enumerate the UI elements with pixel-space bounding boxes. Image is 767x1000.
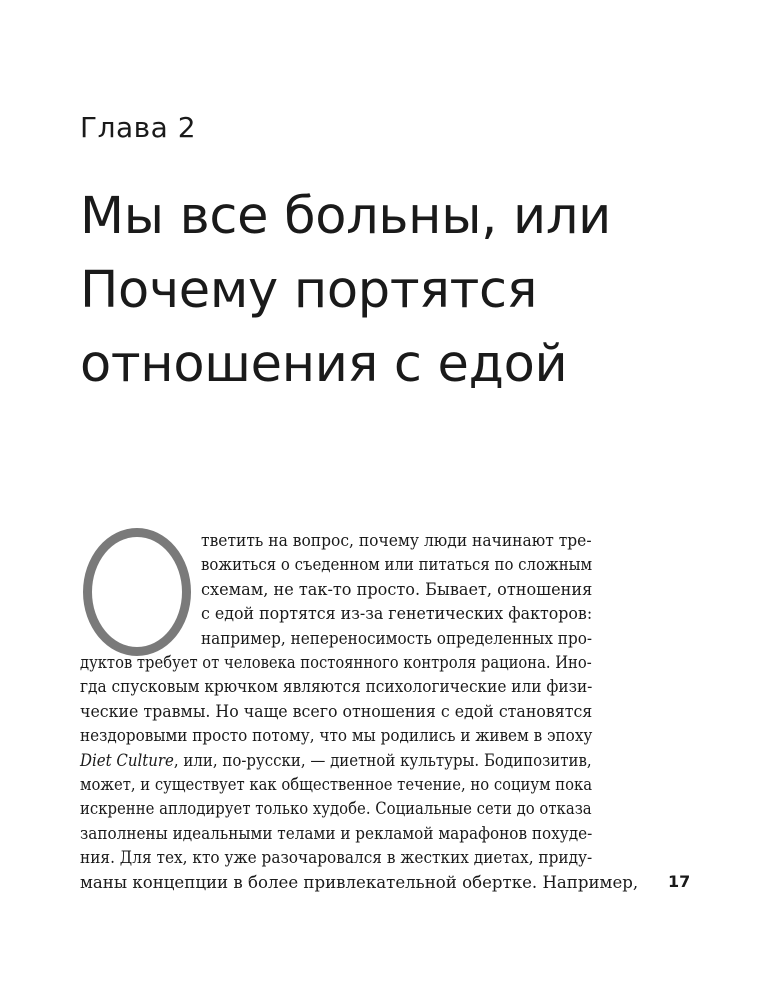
body-line: тветить на вопрос, почему люди начинают тре-	[201, 531, 592, 550]
chapter-title-line: Почему портятся	[80, 261, 538, 320]
body-line: нездоровыми просто потому, что мы родились и живем в эпоху	[80, 726, 593, 745]
body-line: маны концепции в более привлекательной обертке. Например,	[80, 873, 639, 892]
chapter-title-line: отношения с едой	[80, 335, 568, 394]
chapter-title-line: Мы все больны, или	[80, 187, 611, 246]
body-italic-term: Diet Culture	[80, 751, 174, 770]
drop-cap-letter	[83, 528, 191, 656]
body-line: ческие травмы. Но чаще всего отношения с едой становятся	[80, 702, 593, 721]
body-line: искренне аплодирует только худобе. Социальные сети до отказа	[80, 799, 592, 818]
body-line: например, непереносимость определенных про-	[201, 629, 593, 648]
body-line: с едой портятся из-за генетических факторов:	[201, 604, 593, 623]
body-line-rest: , или, по-русски, — диетной культуры. Бодипозитив,	[173, 751, 592, 770]
body-line: вожиться о съеденном или питаться по сложным	[201, 555, 593, 574]
body-line: дуктов требует от человека постоянного контроля рациона. Ино-	[80, 653, 592, 672]
body-line: ния. Для тех, кто уже разочаровался в жестких диетах, приду-	[80, 848, 593, 867]
chapter-title	[80, 180, 611, 402]
body-line	[80, 749, 592, 773]
chapter-label: Глава 2	[80, 111, 197, 144]
body-line: может, и существует как общественное течение, но социум пока	[80, 775, 593, 794]
body-line: схемам, не так-то просто. Бывает, отношения	[201, 580, 593, 599]
body-line: заполнены идеальными телами и рекламой марафонов похуде-	[80, 824, 593, 843]
page-number: 17	[668, 872, 691, 891]
body-line: гда спусковым крючком являются психологические или физи-	[80, 677, 593, 696]
